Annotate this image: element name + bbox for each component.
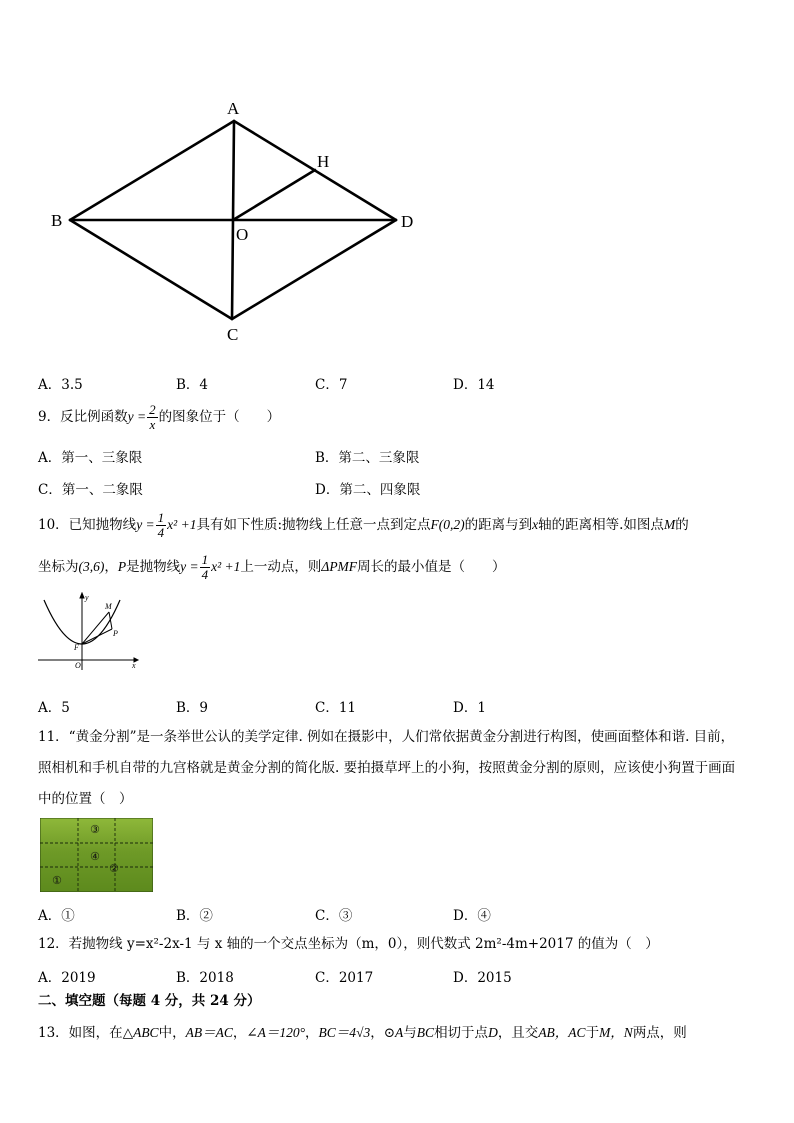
q9-frac-num: 2 xyxy=(149,402,156,417)
q12-option-a[interactable]: A．2019 xyxy=(38,970,96,986)
label-A: A xyxy=(227,99,240,118)
graph-label-x: x xyxy=(132,661,136,670)
question-12-stem: 12．若抛物线 y=x²-2x-1 与 x 轴的一个交点坐标为（m，0），则代数式 2m²-4m+2017 的值为（ ） xyxy=(38,936,659,952)
question-9-stem xyxy=(38,403,280,432)
q10-x2-plus-1-2: x² +1 xyxy=(211,559,241,574)
q8-option-d[interactable]: D．14 xyxy=(453,377,495,393)
q10-x2-plus-1: x² +1 xyxy=(167,517,197,532)
section-2-heading: 二、填空题（每题 4 分，共 24 分） xyxy=(38,993,261,1009)
q9-prefix: 9．反比例函数 xyxy=(38,409,128,425)
q10-y-eq: y = xyxy=(136,517,155,532)
q10-text: 是抛物线 xyxy=(126,559,181,575)
segment-OH xyxy=(233,170,315,220)
label-C: C xyxy=(227,325,239,344)
mark-3[interactable]: ③ xyxy=(90,823,100,836)
side-BC xyxy=(70,220,232,319)
y-axis-arrow xyxy=(80,593,84,598)
label-D: D xyxy=(401,212,414,231)
q10-option-b[interactable]: B．9 xyxy=(176,700,209,716)
q13-text: ，且交 xyxy=(497,1025,539,1041)
q13-bc: BC＝4 xyxy=(318,1025,357,1040)
question-10-line-2 xyxy=(38,553,506,582)
q13-text: ，⊙ xyxy=(370,1025,396,1041)
q10-text: 的距离与到 xyxy=(464,517,533,533)
q13-text: 于 xyxy=(585,1025,600,1041)
q9-option-b[interactable]: B．第二、三象限 xyxy=(315,450,420,466)
q13-point-D: D xyxy=(488,1025,498,1040)
label-H: H xyxy=(317,152,330,171)
q13-triangle: △ABC xyxy=(122,1025,159,1040)
q10-text: 上一动点，则 xyxy=(240,559,322,575)
q10-point-P: P xyxy=(117,559,127,574)
q8-option-a[interactable]: A．3.5 xyxy=(38,377,83,393)
question-11-line-1: 11．“黄金分割”是一条举世公认的美学定律. 例如在摄影中，人们常依据黄金分割进行构图，使画面整体和谐. 目前， xyxy=(38,729,735,745)
q9-suffix: 的图象位于（ ） xyxy=(158,409,281,425)
q11-option-c[interactable]: C．③ xyxy=(315,908,353,924)
q10-text: 10．已知抛物线 xyxy=(38,517,137,533)
q10-text: 坐标为 xyxy=(38,559,79,575)
q10-point-F: F(0,2) xyxy=(430,517,465,532)
q13-text: 两点，则 xyxy=(632,1025,687,1041)
q10-frac-den: 4 xyxy=(157,525,165,540)
mark-4[interactable]: ④ xyxy=(90,850,100,863)
label-O: O xyxy=(236,225,249,244)
q10-option-d[interactable]: D．1 xyxy=(453,700,486,716)
q13-bc-2: BC xyxy=(416,1025,435,1040)
q10-option-c[interactable]: C．11 xyxy=(315,700,357,716)
segment-FP xyxy=(82,629,112,644)
q9-option-c[interactable]: C．第一、二象限 xyxy=(38,482,143,498)
q12-option-b[interactable]: B．2018 xyxy=(176,970,234,986)
question-11-line-3: 中的位置（ ） xyxy=(38,791,133,807)
q9-option-a[interactable]: A．第一、三象限 xyxy=(38,450,143,466)
question-11-line-2: 照相机和手机自带的九宫格就是黄金分割的简化版. 要拍摄草坪上的小狗，按照黄金分割的原则，应该使小狗置于画面 xyxy=(38,760,736,776)
side-CD xyxy=(232,220,396,319)
q9-y-eq: y = xyxy=(127,409,147,424)
q11-option-b[interactable]: B．② xyxy=(176,908,213,924)
q10-frac-num: 1 xyxy=(157,510,165,525)
q13-text: 与 xyxy=(403,1025,417,1041)
q11-option-a[interactable]: A．① xyxy=(38,908,75,924)
q12-option-c[interactable]: C．2017 xyxy=(315,970,374,986)
q10-fraction xyxy=(156,511,167,540)
q13-sqrt3: √3 xyxy=(356,1025,371,1040)
rhombus-figure xyxy=(40,95,440,350)
q10-x-axis: x xyxy=(532,517,539,532)
mark-1[interactable]: ① xyxy=(52,874,62,887)
q10-frac-num-2: 1 xyxy=(201,552,209,567)
question-10-line-1 xyxy=(38,511,689,540)
q13-circle-A: A xyxy=(395,1025,404,1040)
q10-option-a[interactable]: A．5 xyxy=(38,700,70,716)
q8-option-c[interactable]: C．7 xyxy=(315,377,348,393)
graph-label-F: F xyxy=(74,643,79,652)
q10-triangle: ΔPMF xyxy=(321,559,358,574)
graph-label-P: P xyxy=(113,629,118,638)
q13-ab-ac-2: AB，AC xyxy=(538,1025,586,1040)
q13-text: ，∠ xyxy=(232,1025,258,1041)
q10-fraction-2 xyxy=(200,553,211,582)
q13-text: 13．如图，在 xyxy=(38,1025,123,1041)
q10-text: ， xyxy=(104,559,118,575)
parabola-graph xyxy=(36,592,142,672)
graph-label-y: y xyxy=(85,593,89,602)
q10-text: 周长的最小值是（ ） xyxy=(357,559,506,575)
q9-frac-den: x xyxy=(149,417,156,432)
q10-y-eq-2: y = xyxy=(180,559,199,574)
q13-ab-ac: AB＝AC xyxy=(185,1025,233,1040)
q12-option-d[interactable]: D．2015 xyxy=(453,970,512,986)
q13-text: ， xyxy=(305,1025,319,1041)
side-AB xyxy=(70,121,234,220)
q9-fraction xyxy=(147,403,158,432)
q10-frac-den-2: 4 xyxy=(201,567,209,582)
question-13-stem xyxy=(38,1024,687,1042)
lawn-photo-grid xyxy=(40,818,153,892)
q13-text: 中， xyxy=(158,1025,186,1041)
q13-text: 相切于点 xyxy=(434,1025,489,1041)
q13-m-n: M，N xyxy=(599,1025,633,1040)
q11-option-d[interactable]: D．④ xyxy=(453,908,491,924)
q13-angle: A＝120° xyxy=(257,1025,306,1040)
q9-option-d[interactable]: D．第二、四象限 xyxy=(315,482,421,498)
graph-label-O: O xyxy=(75,661,81,670)
q8-option-b[interactable]: B．4 xyxy=(176,377,209,393)
q10-coord-M: (3,6) xyxy=(78,559,105,574)
graph-label-M: M xyxy=(105,602,112,611)
q10-text: 轴的距离相等.如图点 xyxy=(538,517,664,533)
label-B: B xyxy=(51,211,63,230)
q10-text: 具有如下性质:抛物线上任意一点到定点 xyxy=(196,517,431,533)
mark-2[interactable]: ② xyxy=(109,862,119,875)
q10-point-M: M xyxy=(663,517,676,532)
q10-text: 的 xyxy=(675,517,689,533)
